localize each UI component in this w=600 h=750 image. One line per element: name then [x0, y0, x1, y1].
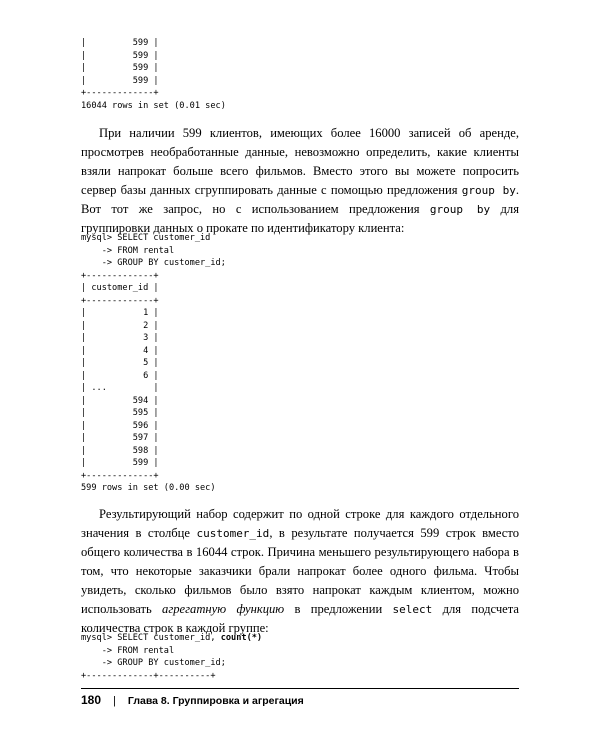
code-keyword: count(*)	[220, 633, 263, 643]
code-line: +-------------+	[81, 270, 159, 281]
code-line: -> FROM rental	[81, 245, 175, 256]
inline-code: select	[392, 603, 433, 616]
paragraph-text: . Вот тот же запрос, но с использованием предложения	[81, 183, 520, 216]
page-footer	[81, 693, 304, 708]
paragraph-text: для подсчета количества строк в каждой группе:	[81, 602, 519, 635]
query-output-tail	[81, 37, 226, 112]
code-line: | 594 |	[81, 395, 159, 406]
code-line: | 3 |	[81, 333, 159, 343]
italic-term: агрегатную функцию	[162, 602, 285, 616]
paragraph-text: в предложении	[284, 602, 393, 616]
code-line: +-------------+	[81, 295, 159, 306]
code-line: | 1 |	[81, 308, 159, 318]
paragraph-text: При наличии 599 клиентов, имеющих более 16000 записей об аренде, просмотрев необработанные данные, невозможно определить, какие клиенты взяли напрокат больше всего фильмов. Вместо этого вы можете попросить сервер базы данных сгруппировать данные с помощью предложения	[81, 126, 519, 197]
code-line: | 5 |	[81, 358, 159, 368]
code-line: | 599 |	[81, 63, 159, 73]
chapter-title: Глава 8. Группировка и агрегация	[127, 695, 304, 707]
code-line: | 597 |	[81, 433, 159, 443]
code-line: 16044 rows in set (0.01 sec)	[81, 100, 226, 111]
inline-code: customer_id	[196, 527, 270, 540]
code-line: mysql> SELECT customer_id	[81, 233, 211, 243]
code-line: | 599 |	[81, 50, 159, 61]
query-group-by	[81, 232, 226, 495]
paragraph-text: Результирующий набор содержит по одной строке для каждого отдельного значения в столбце	[81, 507, 519, 540]
code-line: -> GROUP BY customer_id;	[81, 658, 226, 668]
code-line: | 596 |	[81, 420, 159, 431]
code-line: | 2 |	[81, 320, 159, 331]
paragraph-intro	[81, 124, 519, 238]
code-line: | ... |	[81, 383, 159, 393]
code-line: +-------------+	[81, 470, 159, 481]
footer-rule	[81, 688, 519, 689]
code-line: | 599 |	[81, 75, 159, 86]
code-line: -> FROM rental	[81, 645, 175, 656]
paragraph-text: для группировки данных о прокате по идентификатору клиента:	[81, 202, 520, 235]
paragraph-text: , в результате получается 599 строк вместо общего количества в 16044 строк. Причина меньшего результирующего набора в том, что некоторые заказчики брали напрокат более одного фильма. Чтобы увидеть, сколько фильмов было взято напрокат каждым клиентом, можно использовать	[81, 526, 519, 616]
code-line: | 598 |	[81, 445, 159, 456]
code-line: | 599 |	[81, 458, 159, 468]
code-line: | 6 |	[81, 370, 159, 381]
code-line: | 595 |	[81, 408, 159, 418]
page-number: 180	[81, 693, 102, 707]
code-line: +-------------+	[81, 88, 159, 98]
code-line: 599 rows in set (0.00 sec)	[81, 483, 216, 493]
code-text: mysql> SELECT customer_id,	[81, 633, 221, 643]
code-line: +-------------+----------+	[81, 670, 216, 681]
footer-separator: |	[113, 695, 116, 707]
code-line: | 4 |	[81, 345, 159, 356]
code-line: | 599 |	[81, 38, 159, 48]
inline-code: group by	[429, 203, 491, 216]
query-count	[81, 632, 262, 682]
paragraph-explanation	[81, 505, 519, 638]
code-line: -> GROUP BY customer_id;	[81, 258, 226, 268]
code-line	[81, 632, 262, 645]
inline-code: group by	[461, 184, 516, 197]
code-line: | customer_id |	[81, 283, 159, 293]
